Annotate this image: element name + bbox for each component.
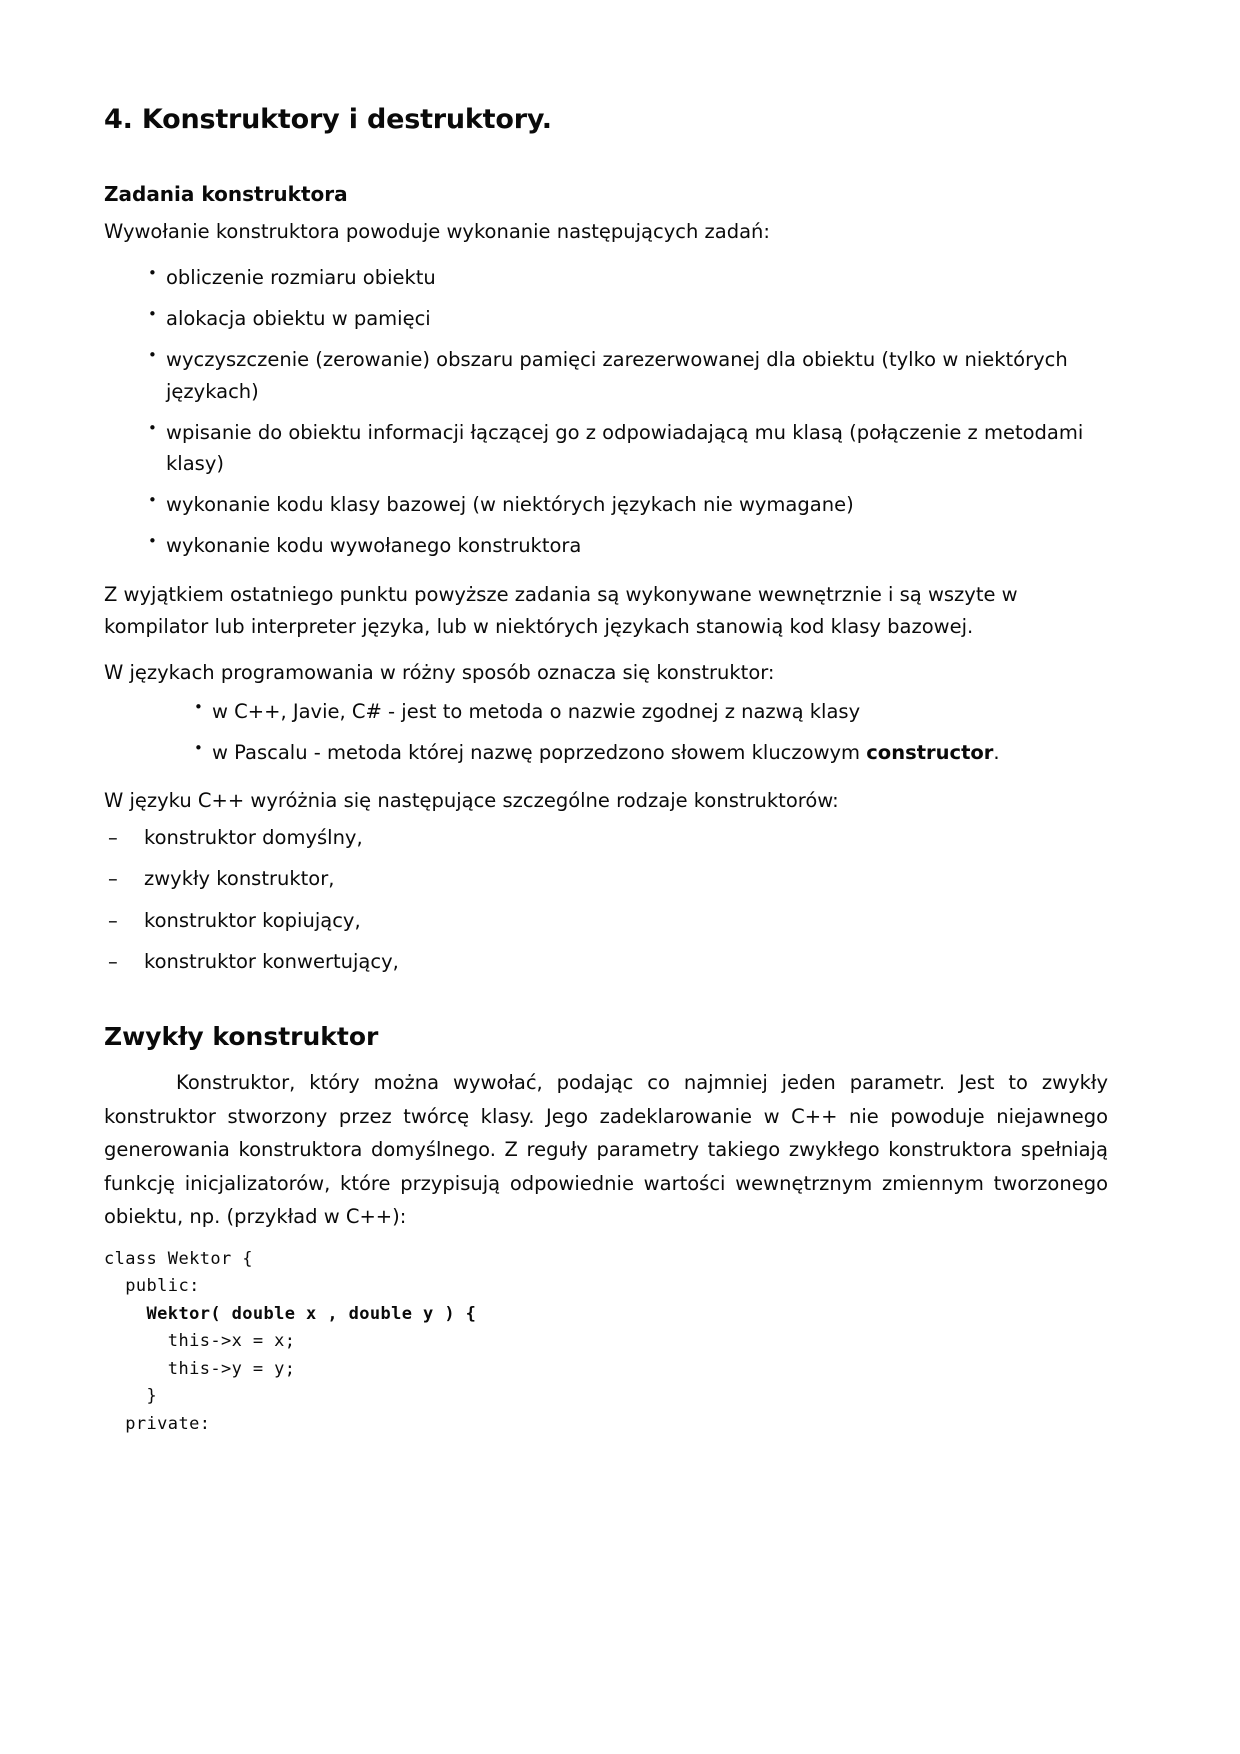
section-heading-zadania-konstruktora: Zadania konstruktora: [104, 182, 348, 207]
cpp-constructor-kinds-list: [104, 822, 1108, 977]
code-line: this->y = y;: [104, 1358, 296, 1379]
tasks-list: [104, 262, 1108, 562]
code-line: class Wektor {: [104, 1248, 253, 1269]
list-item: – konstruktor domyślny,: [104, 822, 1108, 853]
section2-paragraph: Konstruktor, który można wywołać, podając co najmniej jeden parametr. Jest to zwykły konstruktor stworzony przez twórcę klasy. Jego zadeklarowanie w C++ nie powoduje niejawnego generowania konstruktora domyślnego. Z reguły parametry takiego zwykłego konstruktora spełniają funkcję inicjalizatorów, które przypisują odpowiednie wartości wewnętrznym zmiennym tworzonego obiektu, np. (przykład w C++):: [104, 1071, 1108, 1229]
list-item: • obliczenie rozmiaru obiektu: [104, 262, 1108, 293]
page-title: 4. Konstruktory i destruktory.: [104, 104, 552, 135]
list-item: – konstruktor kopiujący,: [104, 905, 1108, 936]
section-heading-zwykly-konstruktor: Zwykły konstruktor: [104, 1021, 379, 1051]
code-block-wektor: [104, 1246, 1108, 1439]
code-line: }: [104, 1386, 158, 1407]
paragraph-languages-intro: W językach programowania w różny sposób oznacza się konstruktor:: [104, 660, 775, 684]
list-item: • alokacja obiektu w pamięci: [104, 303, 1108, 334]
list-item: • w C++, Javie, C# - jest to metoda o nazwie zgodnej z nazwą klasy: [104, 696, 1108, 727]
list-item: • w Pascalu - metoda której nazwę poprzedzono słowem kluczowym constructor.: [104, 737, 1108, 768]
paragraph-internal-tasks: Z wyjątkiem ostatniego punktu powyższe zadania są wykonywane wewnętrznie i są wszyte w kompilator lub interpreter języka, lub w niektórych językach stanowią kod klasy bazowej.: [104, 583, 1018, 639]
list-item: • wpisanie do obiektu informacji łączącej go z odpowiadającą mu klasą (połączenie z metodami klasy): [104, 417, 1108, 479]
list-item: • wyczyszczenie (zerowanie) obszaru pamięci zarezerwowanej dla obiektu (tylko w niektórych językach): [104, 344, 1108, 406]
language-notes-list: [104, 696, 1108, 768]
intro-paragraph: Wywołanie konstruktora powoduje wykonanie następujących zadań:: [104, 220, 770, 244]
list-item: – zwykły konstruktor,: [104, 863, 1108, 894]
code-line: this->x = x;: [104, 1331, 296, 1352]
code-line: Wektor( double x , double y ) {: [104, 1303, 477, 1324]
list-item: • wykonanie kodu klasy bazowej (w niektórych językach nie wymagane): [104, 489, 1108, 520]
code-line: public:: [104, 1276, 200, 1297]
list-item: • wykonanie kodu wywołanego konstruktora: [104, 530, 1108, 561]
list-item: – konstruktor konwertujący,: [104, 946, 1108, 977]
paragraph-cpp-kinds-intro: W języku C++ wyróżnia się następujące szczególne rodzaje konstruktorów:: [104, 788, 839, 812]
keyword-emphasis: constructor: [866, 741, 994, 765]
code-line: private:: [104, 1414, 211, 1434]
